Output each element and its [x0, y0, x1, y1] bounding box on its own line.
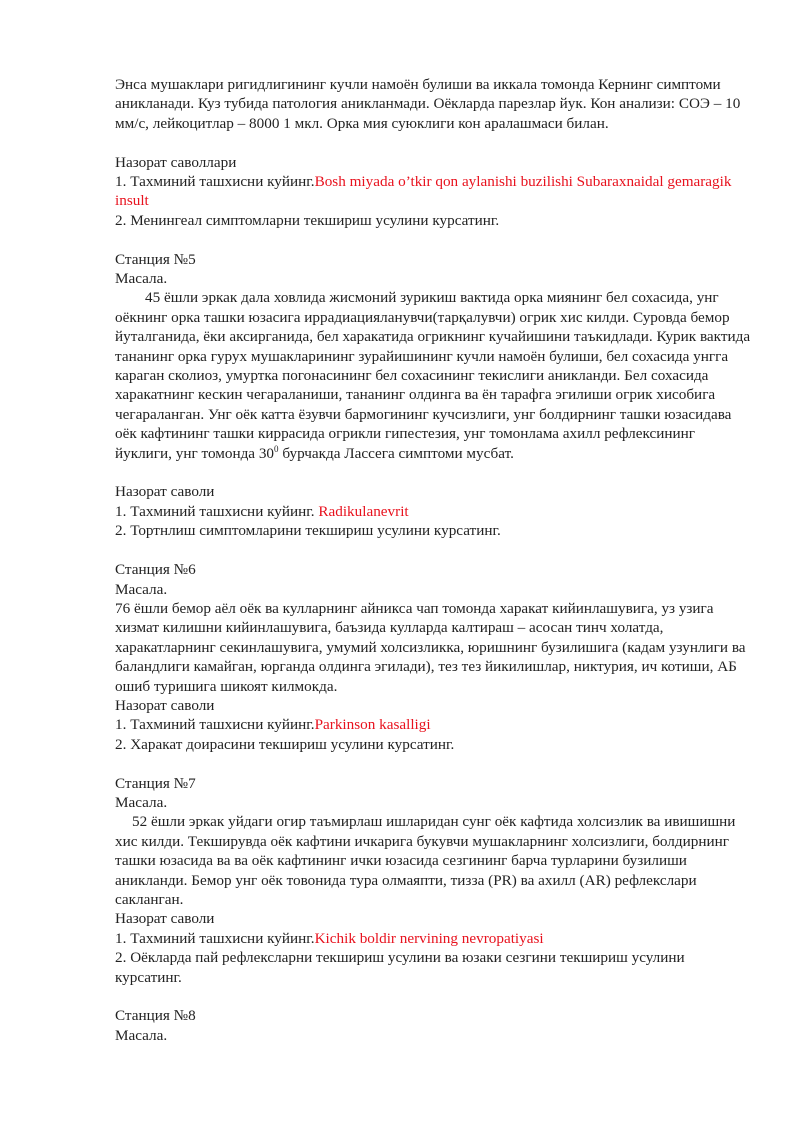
station-7-task-label: Масала. — [115, 793, 168, 811]
station-5-questions-heading: Назорат саволи — [115, 483, 215, 501]
question-2: 2. Менингеал симптомларни текшириш усулини курсатинг. — [115, 211, 500, 229]
station-6-questions-heading: Назорат саволи — [115, 696, 215, 714]
station-5-title: Станция №5 — [115, 250, 196, 268]
station-6-question-1-answer: Parkinson kasalligi — [314, 716, 431, 734]
station-7-questions-heading: Назорат саволи — [115, 910, 215, 928]
case-intro-paragraph: Энса мушаклари ригидлигининг кучли намоён булиши ва иккала томонда Кернинг симптоми аникланади. Куз тубида патология аникланмади. Оёкларда парезлар йук. Кон анализи: СОЭ – 10 мм/с, лейкоцитлар – 8000 1 мкл. Орка мия суюклиги кон аралашмаси билан. — [115, 76, 741, 132]
station-7-question-1-text: 1. Тахминий ташхисни куйинг. — [115, 929, 315, 947]
question-1-text: 1. Тахминий ташхисни куйинг. — [115, 173, 315, 191]
control-questions-heading: Назорат саволлари — [115, 153, 237, 171]
question-1 — [115, 172, 755, 211]
station-5-question-1 — [115, 502, 755, 521]
station-5-case-text — [115, 288, 755, 463]
question-1-answer: Bosh miyada o’tkir qon aylanishi buzilishi Subaraxnaidal gemaragik insult — [115, 173, 732, 210]
station-6-question-1-text: 1. Тахминий ташхисни куйинг. — [115, 716, 315, 734]
station-5-question-1-text: 1. Тахминий ташхисни куйинг. — [115, 502, 319, 520]
station-8-task-label: Масала. — [115, 1026, 168, 1044]
document-page — [115, 75, 755, 1045]
station-6-title: Станция №6 — [115, 561, 196, 579]
station-5-case-end: бурчакда Лассега симптоми мусбат. — [278, 444, 514, 462]
station-7-question-1-answer: Kichik boldir nervining nevropatiyasi — [314, 929, 544, 947]
station-7-question-1 — [115, 929, 755, 948]
station-7-question-2: 2. Оёкларда пай рефлексларни текшириш усулини ва юзаки сезгини текшириш усулини курсатинг. — [115, 949, 685, 986]
station-6-question-2: 2. Харакат доирасини текшириш усулини курсатинг. — [115, 735, 455, 753]
station-7-case-text: 52 ёшли эркак уйдаги огир таъмирлаш ишларидан сунг оёк кафтида холсизлик ва ивишишни хис килди. Текширувда оёк кафтини ичкарига букувчи мушакларнинг холсизлиги, болдирнинг ташки юзасида ва ва оёк кафтининг ички юзасида сезгининг барча турларини бузилиши аникланди. Бемор унг оёк товонида тура олмаяпти, тизза (PR) ва ахилл (AR) рефлекслари сакланган. — [115, 813, 736, 908]
station-5-question-2: 2. Тортнлиш симптомларини текшириш усулини курсатинг. — [115, 522, 501, 540]
station-6-task-label: Масала. — [115, 580, 168, 598]
station-5-case-main: 45 ёшли эркак дала ховлида жисмоний зурикиш вактида орка миянинг бел сохасида, унг оёкнинг орка ташки юзасига иррадиацияланувчи(тарқалувчи) огрик хис килди. Суровда бемор йуталганида, ёки аксирганида, бел харакатида огрикнинг кучайишини таъкидлади. Курик вактида тананинг орка гурух мушакларининг зурайишининг кучли намоён булиши, бел сохасида унгга караган сколиоз, умуртка погонасининг бел сохасининг текислиги аникланди. Бел сохасида харакатнинг кескин чегараланиши, тананинг олдинга ва ён тарафга эгилиши огрик хисобига чегараланган. Унг оёк катта ёзувчи бармогининг кучсизлиги, унг болдирнинг ташки юзасидава оёк кафтининг ташки киррасида огрикли гипестезия, унг томонлама ахилл рефлексининг йуклиги, унг томонда 30 — [115, 289, 751, 462]
station-6-case-text: 76 ёшли бемор аёл оёк ва кулларнинг айникса чап томонда харакат кийинлашувига, уз узига хизмат килишни кийинлашувига, баъзида кулларда калтираш – асосан тинч холатда, харакатларнинг секинлашувига, умумий холсизликка, юришнинг бузилишига (кадам узунлиги ва баландлиги камайган, юрганда олдинга эгилади), тез тез йикилишлар, никтурия, ич котиши, АБ ошиб туришига шикоят килмокда. — [115, 599, 746, 695]
station-7-title: Станция №7 — [115, 774, 196, 792]
station-8-title: Станция №8 — [115, 1007, 196, 1025]
station-5-question-1-answer: Radikulanevrit — [318, 502, 409, 520]
station-5-task-label: Масала. — [115, 270, 168, 288]
station-6-question-1 — [115, 715, 755, 734]
degree-superscript: 0 — [274, 443, 279, 454]
